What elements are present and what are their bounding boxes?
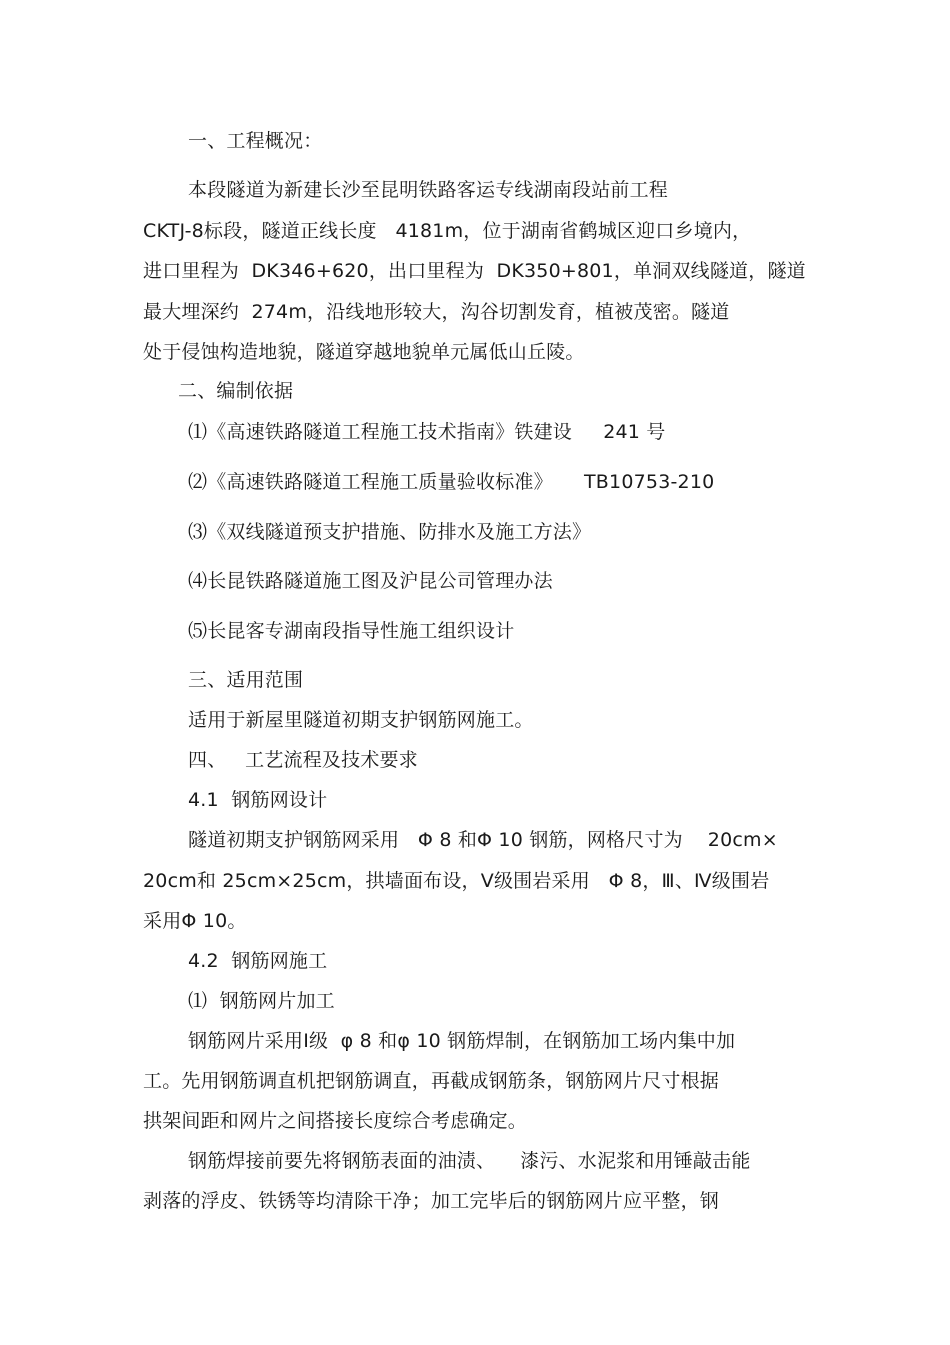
- paragraph-line: 隧道初期支护钢筋网采用 Φ 8 和Φ 10 钢筋，网格尺寸为 20cm×: [188, 829, 778, 851]
- paragraph-line: 处于侵蚀构造地貌，隧道穿越地貌单元属低山丘陵。: [143, 341, 585, 363]
- section-heading-basis: 二、编制依据: [178, 380, 294, 402]
- subsection-heading: 4.2 钢筋网施工: [188, 950, 328, 972]
- section-heading-process: 四、 工艺流程及技术要求: [188, 749, 418, 771]
- paragraph-line: 进口里程为 DK346+620，出口里程为 DK350+801，单洞双线隧道，隧道: [143, 260, 806, 282]
- section-heading-overview: 一、工程概况：: [188, 130, 323, 152]
- paragraph-line: 工。先用钢筋调直机把钢筋调直，再截成钢筋条，钢筋网片尺寸根据: [143, 1070, 720, 1092]
- reference-item: ⑶《双线隧道预支护措施、防排水及施工方法》: [188, 521, 592, 543]
- reference-item: ⑷长昆铁路隧道施工图及沪昆公司管理办法: [188, 570, 553, 592]
- subsection-heading: 4.1 钢筋网设计: [188, 789, 328, 811]
- paragraph-line: 采用Φ 10。: [143, 910, 247, 932]
- paragraph-line: 适用于新屋里隧道初期支护钢筋网施工。: [188, 709, 534, 731]
- paragraph-line: 钢筋焊接前要先将钢筋表面的油渍、 漆污、水泥浆和用锤敲击能: [188, 1150, 751, 1172]
- subsection-heading: ⑴ 钢筋网片加工: [188, 990, 335, 1012]
- section-heading-scope: 三、适用范围: [188, 669, 304, 691]
- reference-item: ⑴《高速铁路隧道工程施工技术指南》铁建设 241 号: [188, 421, 666, 443]
- paragraph-line: CKTJ-8标段，隧道正线长度 4181m，位于湖南省鹤城区迎口乡境内，: [143, 220, 752, 242]
- paragraph-line: 本段隧道为新建长沙至昆明铁路客运专线湖南段站前工程: [188, 179, 669, 201]
- paragraph-line: 20cm和 25cm×25cm，拱墙面布设，Ⅴ级围岩采用 Φ 8，Ⅲ、Ⅳ级围岩: [143, 870, 770, 892]
- reference-item: ⑵《高速铁路隧道工程施工质量验收标准》 TB10753-210: [188, 471, 715, 493]
- paragraph-line: 最大埋深约 274m，沿线地形较大，沟谷切割发育，植被茂密。隧道: [143, 301, 730, 323]
- paragraph-line: 钢筋网片采用Ⅰ级 φ 8 和φ 10 钢筋焊制，在钢筋加工场内集中加: [188, 1030, 736, 1052]
- paragraph-line: 剥落的浮皮、铁锈等均清除干净；加工完毕后的钢筋网片应平整，钢: [143, 1190, 720, 1212]
- reference-item: ⑸长昆客专湖南段指导性施工组织设计: [188, 620, 515, 642]
- paragraph-line: 拱架间距和网片之间搭接长度综合考虑确定。: [143, 1110, 528, 1132]
